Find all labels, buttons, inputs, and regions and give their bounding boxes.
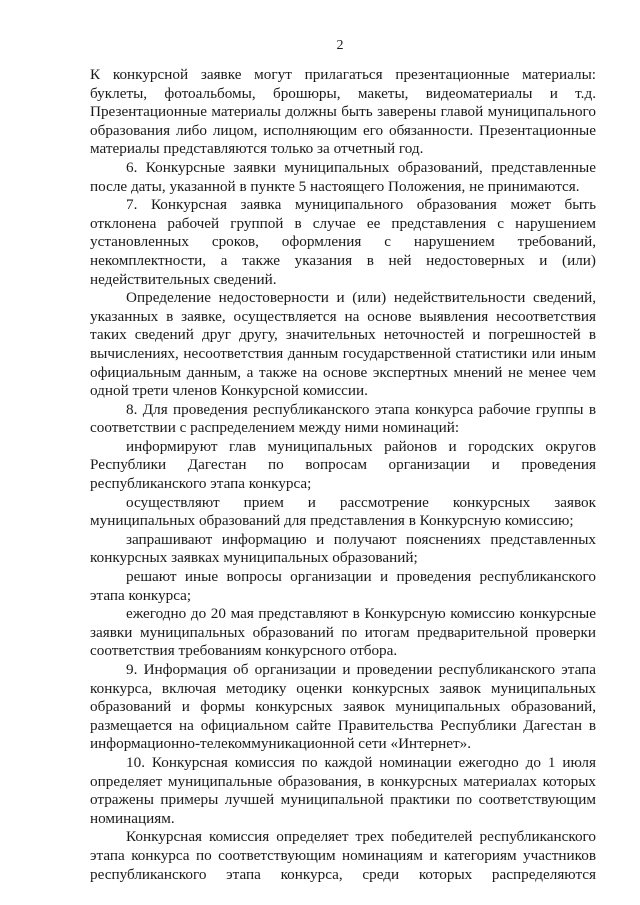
document-body <box>90 66 596 884</box>
paragraph-item-8-request: запрашивают информацию и получают пояснениях представленных конкурсных заявках муниципальных образований; <box>90 530 596 567</box>
paragraph-item-8-inform: информируют глав муниципальных районов и городских округов Республики Дагестан по вопросам организации и проведения республиканского этапа конкурса; <box>90 437 596 493</box>
paragraph-invalid-data: Определение недостоверности и (или) недействительности сведений, указанных в заявке, осуществляется на основе выявления несоответствия таких сведений друг другу, значительных неточностей и погрешностей в вычислениях, несоответствия данным государственной статистики или иным официальным данным, а также на основе экспертных мнений не менее чем одной трети членов Конкурсной комиссии. <box>90 289 596 400</box>
page-number: 2 <box>336 38 344 53</box>
paragraph-winners: Конкурсная комиссия определяет трех победителей республиканского этапа конкурса по соответствующим номинациям и категориям участников республиканского этапа конкурса, среди которых распределяются <box>90 828 596 883</box>
paragraph-item-6: 6. Конкурсные заявки муниципальных образований, представленные после даты, указанной в пункте 5 настоящего Положения, не принимаются. <box>90 158 596 195</box>
paragraph-item-8-accept: осуществляют прием и рассмотрение конкурсных заявок муниципальных образований для представления в Конкурсную комиссию; <box>90 493 596 530</box>
paragraph-presentation-materials: К конкурсной заявке могут прилагаться презентационные материалы: буклеты, фотоальбомы, брошюры, макеты, видеоматериалы и т.д. Презентационные материалы должны быть заверены главой муниципального образования либо лицом, исполняющим его обязанности. Презентационные материалы представляются только за отчетный год. <box>90 66 596 158</box>
paragraph-item-8-submit: ежегодно до 20 мая представляют в Конкурсную комиссию конкурсные заявки муниципальных образований по итогам предварительной проверки соответствия требованиям конкурсного отбора. <box>90 605 596 660</box>
paragraph-item-8: 8. Для проведения республиканского этапа конкурса рабочие группы в соответствии с распределением между ними номинаций: <box>90 400 596 437</box>
paragraph-item-10: 10. Конкурсная комиссия по каждой номинации ежегодно до 1 июля определяет муниципальные образования, в конкурсных материалах которых отражены примеры лучшей муниципальной практики по соответствующим номинациям. <box>90 753 596 827</box>
paragraph-item-7: 7. Конкурсная заявка муниципального образования может быть отклонена рабочей группой в случае ее представления с нарушением установленных сроков, оформления с нарушением требований, некомплектности, а также указания в ней недостоверных и (или) недействительных сведений. <box>90 196 596 288</box>
paragraph-item-9: 9. Информация об организации и проведении республиканского этапа конкурса, включая методику оценки конкурсных заявок муниципальных образований и формы конкурсных заявок муниципальных образований, размещается на официальном сайте Правительства Республики Дагестан в информационно-телекоммуникационной сети «Интернет». <box>90 661 596 753</box>
paragraph-item-8-decide: решают иные вопросы организации и проведения республиканского этапа конкурса; <box>90 568 596 604</box>
